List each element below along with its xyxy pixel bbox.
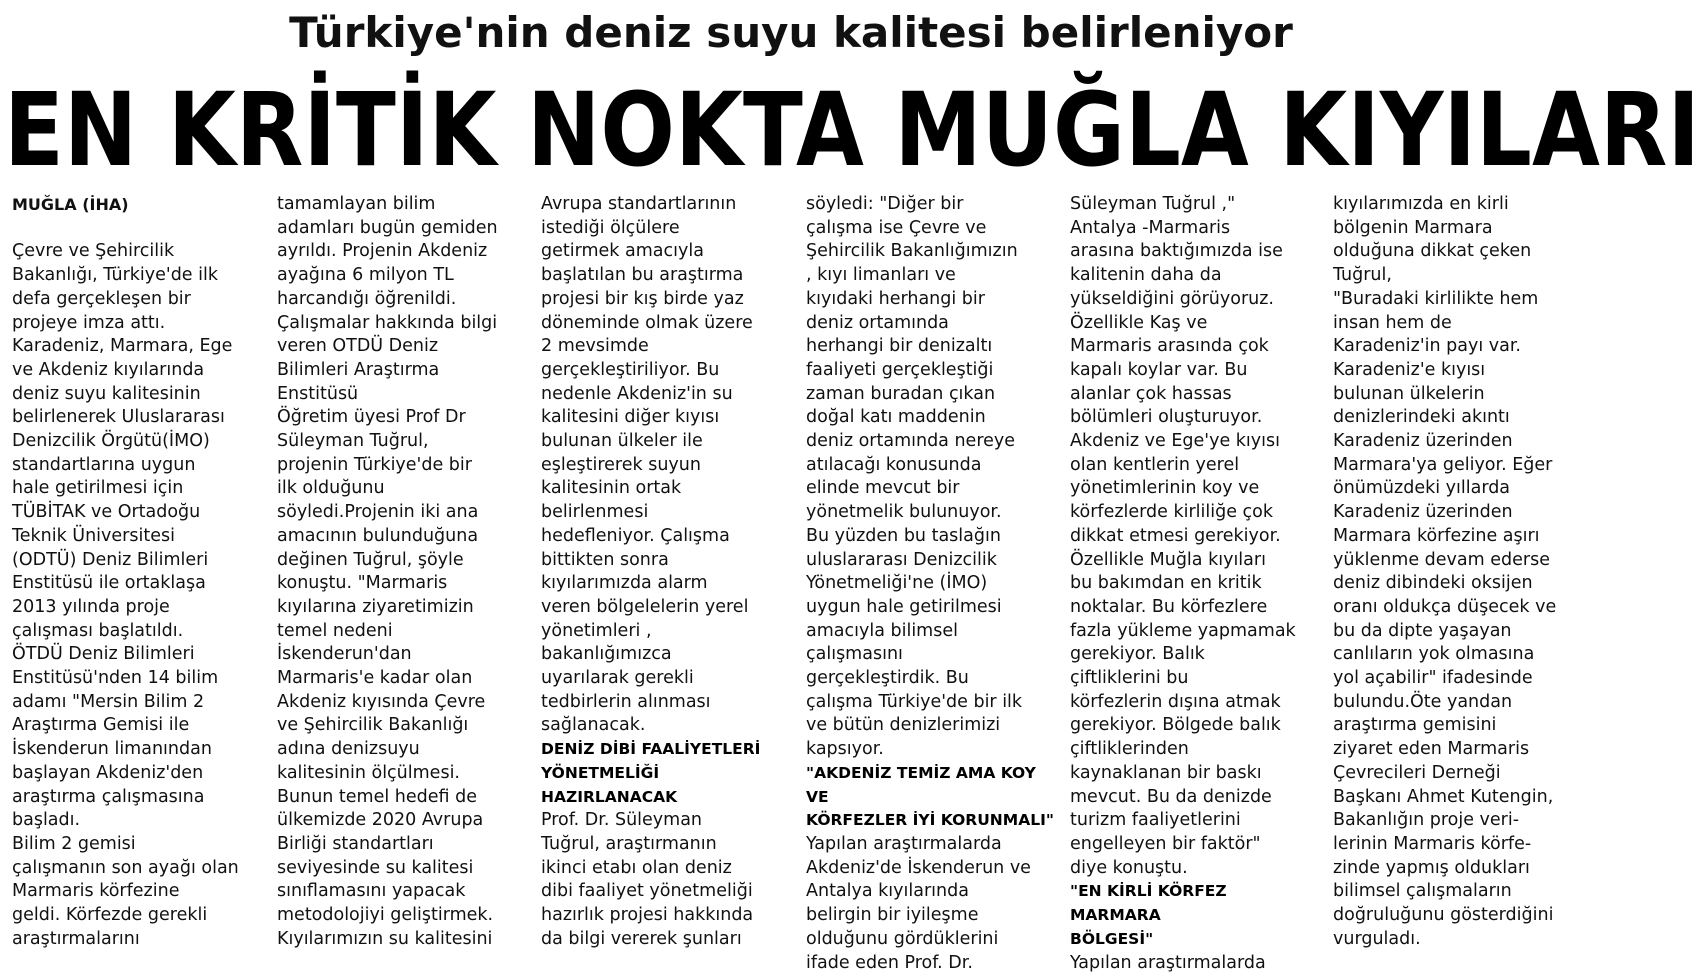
subheading-en-kirli-korfez: "EN KİRLİ KÖRFEZ MARMARA BÖLGESİ" — [1070, 882, 1227, 948]
article-column-3 — [541, 193, 791, 975]
article-column-2 — [277, 193, 527, 975]
article-column-1 — [12, 193, 260, 975]
main-headline: EN KRİTİK NOKTA MUĞLA KIYILARI — [4, 71, 1700, 190]
column-4-paragraph-1: söyledi: "Diğer bir çalışma ise Çevre ve Şehircilik Bakanlığımızın , kıyı limanları ve kıyıdaki herhangi bir deniz ortamında herhangi bir denizaltı faaliyeti gerçekleştiği zaman buradan çıkan doğal katı maddenin deniz ortamında nereye atılacağı konusunda elinde mevcut bir yönetmelik bulunuyor. Bu yüzden bu taslağın uluslararası Denizcilik Yönetmeliği'ne (İMO) uygun hale getirilmesi amacıyla bilimsel çalışmasını gerçekleştirdik. Bu çalışma Türkiye'de bir ilk ve bütün denizlerimizi kapsıyor. — [806, 194, 1023, 760]
column-4-paragraph-2: Yapılan araştırmalarda Akdeniz'de İskenderun ve Antalya kıyılarında belirgin bir iyileşme olduğunu gördüklerini ifade eden Prof. Dr. — [806, 833, 1031, 973]
subheading-deniz-dibi: DENİZ DİBİ FAALİYETLERİ YÖNETMELİĞİ HAZIRLANACAK — [541, 740, 761, 806]
column-6-paragraph-1: kıyılarımızda en kirli bölgenin Marmara olduğuna dikkat çeken Tuğrul, "Buradaki kirlilikte hem insan hem de Karadeniz'in payı var. Karadeniz'e kıyısı bulunan ülkelerin denizlerindeki akıntı Karadeniz üzerinden Marmara'ya geliyor. Eğer önümüzdeki yıllarda Karadeniz üzerinden Marmara körfezine aşırı yüklenme devam ederse deniz dibindeki oksijen oranı oldukça düşecek ve bu da dipte yaşayan canlıların yok olmasına yol açabilir" ifadesinde bulundu.Öte yandan araştırma gemisini ziyaret eden Marmaris Çevrecileri Derneği Başkanı Ahmet Kutengin, Bakanlığın proje veri- lerinin Marmaris körfe- zinde yapmış oldukları bilimsel çalışmaların doğruluğunu gösterdiğini vurguladı. — [1333, 194, 1557, 949]
column-5-paragraph-1: Süleyman Tuğrul ," Antalya -Marmaris arasına baktığımızda ise kalitenin daha da yükseldiğini görüyoruz. Özellikle Kaş ve Marmaris arasında çok kapalı koylar var. Bu alanlar çok hassas bölümleri oluşturuyor. Akdeniz ve Ege'ye kıyısı olan kentlerin yerel yönetimlerinin koy ve körfezlerde kirliliğe çok dikkat etmesi gerekiyor. Özellikle Muğla kıyıları bu bakımdan en kritik noktalar. Bu körfezlere fazla yükleme yapmamak gerekiyor. Balık çiftliklerini bu körfezlerin dışına atmak gerekiyor. Bölgede balık çiftliklerinden kaynaklanan bir baskı mevcut. Bu da denizde turizm faaliyetlerini engelleyen bir faktör" diye konuştu. — [1070, 194, 1296, 878]
column-3-paragraph-2: Prof. Dr. Süleyman Tuğrul, araştırmanın ikinci etabı olan deniz dibi faaliyet yönetmeliği hazırlık projesi hakkında da bilgi vererek şunları — [541, 810, 754, 949]
column-1-paragraph-1: Çevre ve Şehircilik Bakanlığı, Türkiye'de ilk defa gerçekleşen bir projeye imza attı. Karadeniz, Marmara, Ege ve Akdeniz kıyılarında deniz suyu kalitesinin belirlenerek Uluslararası Denizcilik Örgütü(İMO) standartlarına uygun hale getirilmesi için TÜBİTAK ve Ortadoğu Teknik Üniversitesi (ODTÜ) Deniz Bilimleri Enstitüsü ile ortaklaşa 2013 yılında proje çalışması başlatıldı. ÖTDÜ Deniz Bilimleri Enstitüsü'nden 14 bilim adamı "Mersin Bilim 2 Araştırma Gemisi ile İskenderun limanından başlayan Akdeniz'den araştırma çalışmasına başladı. Bilim 2 gemisi çalışmanın son ayağı olan Marmaris körfezine geldi. Körfezde gerekli araştırmalarını — [12, 241, 239, 949]
column-2-paragraph-1: tamamlayan bilim adamları bugün gemiden ayrıldı. Projenin Akdeniz ayağına 6 milyon TL harcandığı öğrenildi. Çalışmalar hakkında bilgi veren OTDÜ Deniz Bilimleri Araştırma Enstitüsü Öğretim üyesi Prof Dr Süleyman Tuğrul, projenin Türkiye'de bir ilk olduğunu söyledi.Projenin iki ana amacının bulunduğuna değinen Tuğrul, şöyle konuştu. "Marmaris kıyılarına ziyaretimizin temel nedeni İskenderun'dan Marmaris'e kadar olan Akdeniz kıyısında Çevre ve Şehircilik Bakanlığı adına denizsuyu kalitesinin ölçülmesi. Bunun temel hedefi de ülkemizde 2020 Avrupa Birliği standartları seviyesinde su kalitesi sınıflamasını yapacak metodolojiyi geliştirmek. Kıyılarımızın su kalitesini — [277, 194, 498, 949]
column-5-paragraph-2: Yapılan araştırmalarda — [1070, 952, 1266, 973]
article-column-6 — [1333, 193, 1578, 975]
spacer — [12, 217, 260, 241]
column-3-paragraph-1: Avrupa standartlarının istediği ölçülere getirmek amacıyla başlatılan bu araştırma projesi bir kış birde yaz döneminde olmak üzere 2 mevsimde gerçekleştiriliyor. Bu nedenle Akdeniz'in su kalitesini diğer kıyısı bulunan ülkeler ile eşleştirerek suyun kalitesinin ortak belirlenmesi hedefleniyor. Çalışma bittikten sonra kıyılarımızda alarm veren bölgelelerin yerel yönetimleri , bakanlığımızca uyarılarak gerekli tedbirlerin alınması sağlanacak. — [541, 194, 753, 736]
article-column-5 — [1070, 193, 1320, 975]
article-column-4 — [806, 193, 1056, 975]
dateline: MUĞLA (İHA) — [12, 195, 129, 214]
subheading-akdeniz-temiz: "AKDENİZ TEMİZ AMA KOY VE KÖRFEZLER İYİ KORUNMALI" — [806, 763, 1054, 830]
kicker-headline: Türkiye'nin deniz suyu kalitesi belirleniyor — [289, 8, 1293, 57]
